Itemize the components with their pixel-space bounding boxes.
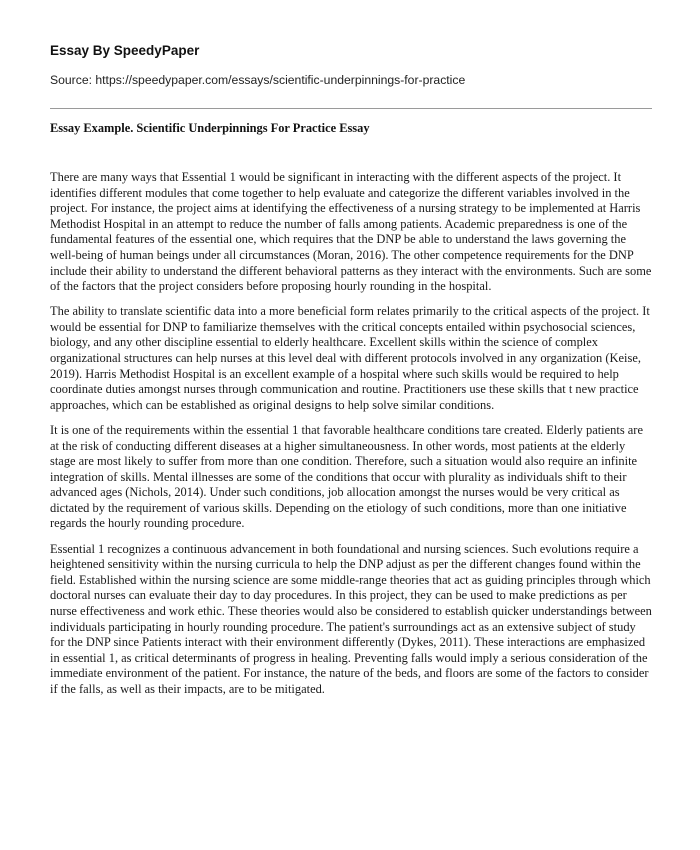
essay-body	[50, 170, 652, 707]
essay-paragraph: There are many ways that Essential 1 would be significant in interacting with the different aspects of the project. It identifies different modules that come together to help evaluate and categorize the different variables involved in the project. For instance, the project aims at identifying the effectiveness of a nursing strategy to be implemented at Harris Methodist Hospital in an attempt to reduce the number of falls among patients. Academic preparedness is one of the fundamental features of the essential one, which requires that the DNP be able to understand the laws governing the well-being of human beings under all circumstances (Moran, 2016). The other competence requirements for the DNP include their ability to understand the different behavioral patterns as they interact with the environments. Such are some of the factors that the project considers before proposing hourly rounding in the hospital.	[50, 170, 652, 294]
source-line: Source: https://speedypaper.com/essays/scientific-underpinnings-for-practice	[50, 73, 466, 87]
site-title: Essay By SpeedyPaper	[50, 43, 200, 58]
header-divider	[50, 108, 652, 109]
essay-title: Essay Example. Scientific Underpinnings For Practice Essay	[50, 121, 370, 135]
essay-paragraph: It is one of the requirements within the essential 1 that favorable healthcare conditions tare created. Elderly patients are at the risk of conducting different diseases at a higher simultaneousness. In other words, most patients at the elderly stage are most likely to suffer from more than one condition. Therefore, such a situation would also require an infinite integration of skills. Mental illnesses are some of the conditions that occur with plurality as individuals shift to their advanced ages (Nichols, 2014). Under such conditions, job allocation amongst the nurses would be very critical as dictated by the requirement of various skills. Depending on the etiology of such conditions, more than one initiative regards the hourly rounding procedure.	[50, 422, 643, 531]
essay-paragraph: The ability to translate scientific data into a more beneficial form relates primarily to the critical aspects of the project. It would be essential for DNP to familiarize themselves with the critical concepts entailed within psychosocial sciences, biology, and any other discipline essential to elderly healthcare. Excellent skills within the science of complex organizational structures can help nurses at this level deal with different protocols involved in any organization (Keise, 2019). Harris Methodist Hospital is an excellent example of a hospital where such skills would be required to help coordinate duties amongst nurses through communication and routine. Practitioners use these skills that t new practice approaches, which can be established as original designs to help solve similar conditions.	[50, 304, 650, 412]
essay-paragraph: Essential 1 recognizes a continuous advancement in both foundational and nursing sciences. Such evolutions require a heightened sensitivity within the nursing curricula to help the DNP adjust as per the different changes found within the field. Established within the nursing science are some middle-range theories that act as guiding principles through which doctoral nurses can evaluate their day to day procedures. In this project, they can be used to make predictions as per nurse effectiveness and work ethic. These theories would also be considered to establish quicker understandings between individuals participating in hourly rounding procedure. The patient's surroundings act as an extensive subject of study for the DNP since Patients interact with their environment differently (Dykes, 2011). These interactions are emphasized in essential 1, as critical determinants of progress in healing. Preventing falls would imply a serious consideration of the immediate environment of the patient. For instance, the nature of the beds, and floors are some of the factors to consider if the falls, as well as their impacts, are to be mitigated.	[50, 541, 652, 696]
